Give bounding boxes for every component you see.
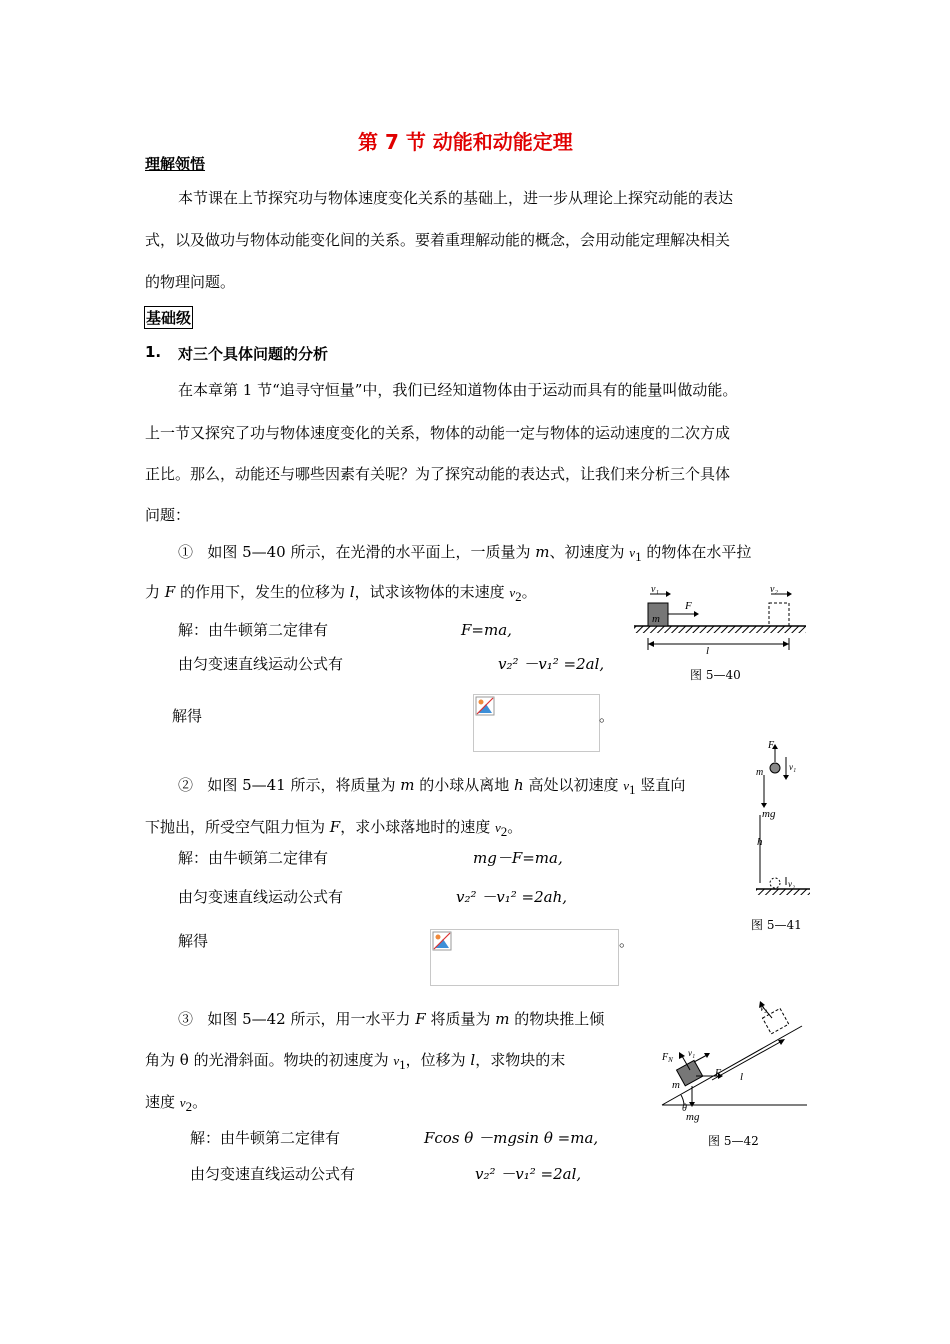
para1-line2: 上一节又探究了功与物体速度变化的关系，物体的动能一定与物体的运动速度的二次方成 bbox=[145, 424, 731, 442]
problem3-line2: 角为 θ 的光滑斜面。物块的初速度为 $v_1$，位移为 l，求物块的末 bbox=[145, 1051, 566, 1072]
page-title: 第 7 节 动能和动能定理 bbox=[358, 130, 573, 154]
problem1-line1: ① 如图 5—40 所示，在光滑的水平面上，一质量为 m、初速度为 $v_1$ 的物体在水平拉 bbox=[178, 543, 752, 564]
problem3-equation1: Fcos θ －mgsin θ =ma, bbox=[424, 1129, 599, 1147]
problem2-equation1: mg－F=ma, bbox=[473, 849, 563, 867]
fig40-m-label: m bbox=[652, 613, 660, 625]
problem3-equation2: v₂² －v₁² =2al, bbox=[475, 1165, 582, 1183]
level-basic-label: 基础级 bbox=[144, 306, 193, 329]
fig42-v2-label: v₂ bbox=[760, 1003, 768, 1013]
figure-5-40 bbox=[630, 582, 810, 658]
fig40-v1-label: v₁ bbox=[651, 584, 659, 595]
problem1-end-mark: 。 bbox=[599, 707, 615, 725]
figure-5-42 bbox=[652, 998, 812, 1123]
problem1-equation1: F=ma, bbox=[461, 621, 512, 639]
problem1-equation2: v₂² －v₁² =2al, bbox=[498, 655, 605, 673]
section-understanding: 理解领悟 bbox=[145, 155, 206, 173]
problem1-line2: 力 F 的作用下，发生的位移为 l，试求该物体的末速度 $v_2$。 bbox=[145, 583, 537, 604]
fig42-m-label: m bbox=[672, 1079, 680, 1091]
fig42-theta-label: θ bbox=[682, 1103, 687, 1114]
problem2-solution-step3: 解得 bbox=[178, 932, 209, 950]
problem2-result-image bbox=[430, 929, 619, 986]
problem2-end-mark: 。 bbox=[619, 932, 635, 950]
fig41-v1-label: v₁ bbox=[789, 762, 797, 772]
para1-line4: 问题： bbox=[145, 506, 191, 524]
broken-image-icon bbox=[475, 696, 495, 716]
problem3-solution-step1: 解：由牛顿第二定律有 bbox=[190, 1129, 341, 1147]
problem1-solution-step1: 解：由牛顿第二定律有 bbox=[178, 621, 329, 639]
broken-image-icon bbox=[432, 931, 452, 951]
problem3-line3: 速度 $v_2$。 bbox=[145, 1093, 208, 1114]
block-end bbox=[769, 603, 789, 626]
figure-5-41 bbox=[748, 735, 818, 905]
fig42-f-label: F bbox=[715, 1068, 722, 1079]
problem2-equation2: v₂² －v₁² =2ah, bbox=[456, 888, 568, 906]
fig42-mg-label: mg bbox=[686, 1111, 700, 1123]
fig42-l-label: l bbox=[740, 1071, 744, 1083]
fig42-caption: 图 5—42 bbox=[708, 1134, 759, 1148]
problem1-solution-step2: 由匀变速直线运动公式有 bbox=[178, 655, 344, 673]
para1-line3: 正比。那么，动能还与哪些因素有关呢？为了探究动能的表达式，让我们来分析三个具体 bbox=[145, 465, 731, 483]
problem2-line2: 下抛出，所受空气阻力恒为 F，求小球落地时的速度 $v_2$。 bbox=[145, 818, 523, 839]
intro-line2: 式，以及做功与物体动能变化间的关系。要着重理解动能的概念，会用动能定理解决相关 bbox=[145, 231, 731, 249]
fig41-mg-label: mg bbox=[762, 808, 776, 820]
ball-end bbox=[770, 878, 780, 888]
ground-hatch bbox=[756, 889, 810, 895]
problem2-solution-step2: 由匀变速直线运动公式有 bbox=[178, 888, 344, 906]
para1-line1: 在本章第 1 节“追寻守恒量”中，我们已经知道物体由于运动而具有的能量叫做动能。 bbox=[178, 381, 738, 399]
problem1-result-image bbox=[473, 694, 600, 752]
fig41-m-label: m bbox=[756, 767, 764, 778]
block-start bbox=[677, 1060, 703, 1085]
fig40-v2-label: v₂ bbox=[770, 584, 778, 595]
problem1-solution-step3: 解得 bbox=[172, 707, 203, 725]
fig41-caption: 图 5—41 bbox=[751, 918, 802, 932]
fig41-h-label: h bbox=[757, 836, 763, 848]
heading1-text: 对三个具体问题的分析 bbox=[178, 345, 329, 363]
problem2-line1: ② 如图 5—41 所示，将质量为 m 的小球从离地 h 高处以初速度 $v_1$ 竖直向 bbox=[178, 776, 686, 797]
heading1-number: 1. bbox=[145, 343, 162, 361]
fig42-fn-label: $F_N$ bbox=[662, 1052, 673, 1064]
fig41-f-label: F bbox=[768, 740, 775, 751]
problem3-line1: ③ 如图 5—42 所示，用一水平力 F 将质量为 m 的物块推上倾 bbox=[178, 1010, 605, 1028]
intro-line1: 本节课在上节探究功与物体速度变化关系的基础上，进一步从理论上探究动能的表达 bbox=[178, 189, 734, 207]
fig40-f-label: F bbox=[685, 600, 692, 612]
fig40-caption: 图 5—40 bbox=[690, 668, 741, 682]
problem3-solution-step2: 由匀变速直线运动公式有 bbox=[190, 1165, 356, 1183]
fig41-v2-label: v₂ bbox=[788, 879, 796, 889]
problem2-solution-step1: 解：由牛顿第二定律有 bbox=[178, 849, 329, 867]
fig42-v1-label: v₁ bbox=[688, 1048, 696, 1058]
ball-start bbox=[770, 763, 780, 773]
fig40-l-label: l bbox=[706, 645, 710, 657]
intro-line3: 的物理问题。 bbox=[145, 273, 236, 291]
ground-hatch bbox=[634, 626, 806, 633]
